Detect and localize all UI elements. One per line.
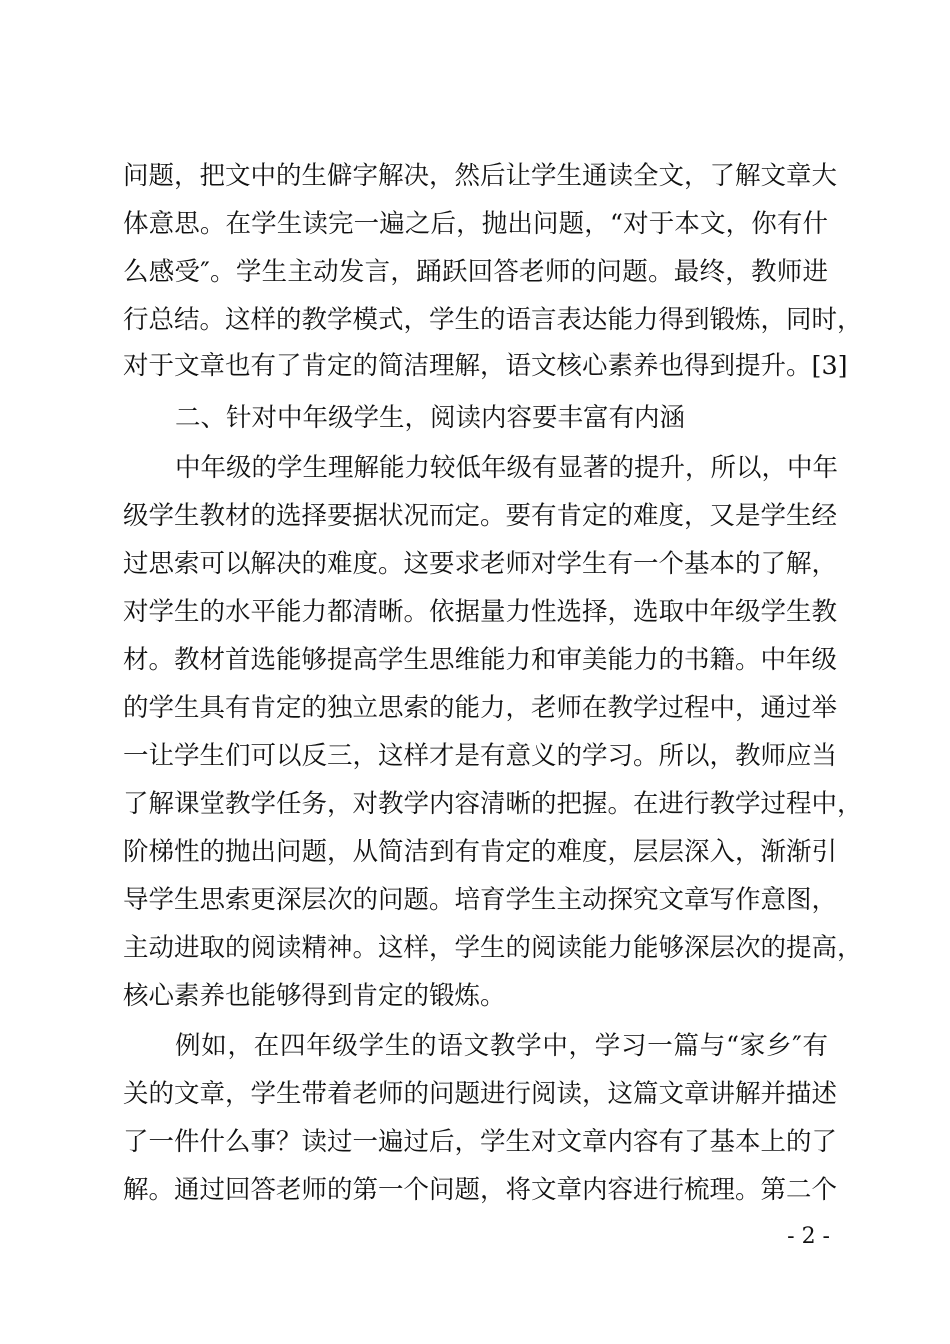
text-line: 级学生教材的选择要据状况而定。要有肯定的难度，又是学生经	[123, 501, 838, 531]
text-line: 核心素养也能够得到肯定的锻炼。	[123, 981, 506, 1011]
text-line: 一让学生们可以反三，这样才是有意义的学习。所以，教师应当	[123, 741, 838, 771]
text-line: 的学生具有肯定的独立思索的能力，老师在教学过程中，通过举	[123, 693, 838, 723]
text-line: 材。教材首选能够提高学生思维能力和审美能力的书籍。中年级	[123, 645, 838, 675]
text-line: 阶梯性的抛出问题，从简洁到有肯定的难度，层层深入，渐渐引	[123, 837, 838, 867]
text-line: 对学生的水平能力都清晰。依据量力性选择，选取中年级学生教	[123, 597, 838, 627]
text-line: 了解课堂教学任务，对教学内容清晰的把握。在进行教学过程中，	[123, 789, 863, 819]
text-line: 问题，把文中的生僻字解决，然后让学生通读全文，了解文章大	[123, 161, 838, 191]
text-line: 对于文章也有了肯定的简洁理解，语文核心素养也得到提升。[3]	[123, 351, 848, 381]
text-line: 中年级的学生理解能力较低年级有显著的提升，所以，中年	[175, 453, 839, 483]
text-line: 体意思。在学生读完一遍之后，抛出问题，“对于本文，你有什	[123, 209, 828, 239]
text-line: 解。通过回答老师的第一个问题，将文章内容进行梳理。第二个	[123, 1175, 838, 1205]
text-line: 么感受″。学生主动发言，踊跃回答老师的问题。最终，教师进	[123, 257, 828, 287]
text-line: 关的文章，学生带着老师的问题进行阅读，这篇文章讲解并描述	[123, 1079, 838, 1109]
text-line: 主动进取的阅读精神。这样，学生的阅读能力能够深层次的提高，	[123, 933, 863, 963]
text-line: 过思索可以解决的难度。这要求老师对学生有一个基本的了解，	[123, 549, 838, 579]
text-line: 了一件什么事？读过一遍过后，学生对文章内容有了基本上的了	[123, 1127, 838, 1157]
section-heading: 二、针对中年级学生，阅读内容要丰富有内涵	[175, 403, 686, 433]
text-line: 行总结。这样的教学模式，学生的语言表达能力得到锻炼，同时，	[123, 305, 863, 335]
page-number: - 2 -	[787, 1224, 830, 1249]
text-line: 导学生思索更深层次的问题。培育学生主动探究文章写作意图，	[123, 885, 838, 915]
text-line: 例如，在四年级学生的语文教学中，学习一篇与“家乡″有	[175, 1031, 828, 1061]
